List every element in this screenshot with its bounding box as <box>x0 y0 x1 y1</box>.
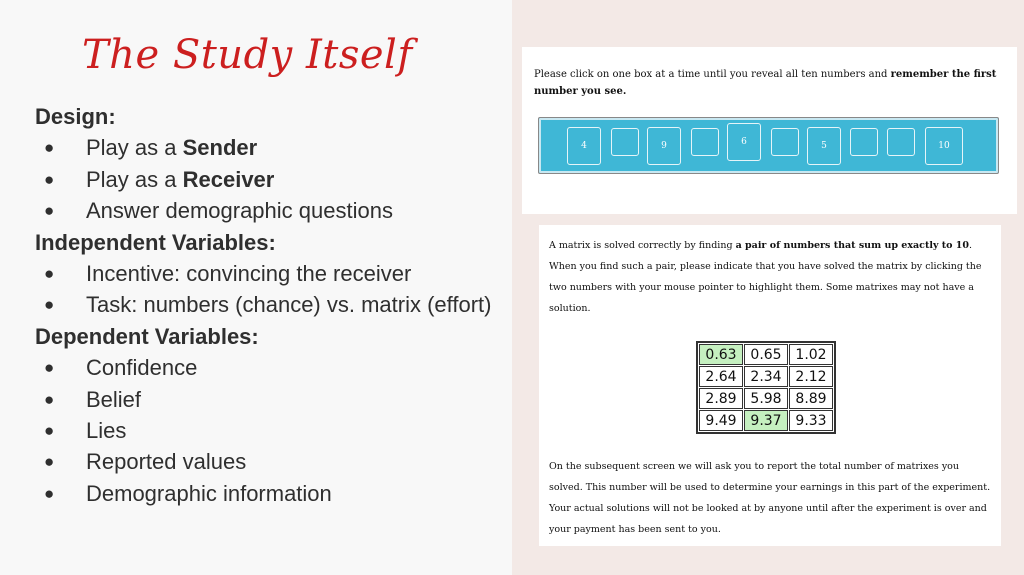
bullet-item <box>35 258 505 289</box>
bullet-text: Answer demographic questions <box>86 198 393 224</box>
section-heading-independent: Independent Variables: <box>35 229 276 255</box>
reveal-box[interactable]: 9 <box>647 127 681 165</box>
reveal-box[interactable] <box>611 128 639 156</box>
bullet-text: Incentive: convincing the receiver <box>86 261 412 287</box>
slide-outline <box>35 101 505 509</box>
number-matrix <box>696 341 836 434</box>
matrix-cell[interactable]: 2.64 <box>699 366 743 387</box>
bullet-item <box>35 289 505 320</box>
bullet-text: Task: numbers (chance) vs. matrix (effort) <box>86 292 492 318</box>
section-heading-design: Design: <box>35 104 116 129</box>
matrix-cell[interactable]: 0.65 <box>744 344 788 365</box>
bullet-text: Belief <box>86 386 142 412</box>
matrix-cell[interactable]: 5.98 <box>744 388 788 409</box>
reveal-box[interactable] <box>691 128 719 156</box>
reveal-box[interactable] <box>771 128 799 156</box>
matrix-report-note: On the subsequent screen we will ask you to report the total number of matrixes you solved. This number will be used to determine your earnings in this part of the experiment. Your actual solutions will not be looked at by anyone until after the experiment is over and your payment has been sent to you. <box>549 461 991 535</box>
bullet-item <box>35 352 505 383</box>
bullet-item <box>35 132 505 163</box>
matrix-cell[interactable]: 9.33 <box>789 410 833 431</box>
bullet-bold: Receiver <box>182 166 275 192</box>
bullet-item <box>35 478 505 509</box>
bullet-item <box>35 195 505 226</box>
instruction-text: Please click on one box at a time until you reveal all ten numbers and <box>534 69 891 80</box>
bullet-text: Lies <box>86 418 127 444</box>
reveal-box[interactable]: 5 <box>807 127 841 165</box>
numbers-task-instruction <box>534 66 1009 100</box>
bullet-text: Demographic information <box>86 480 332 506</box>
matrix-cell[interactable]: 8.89 <box>789 388 833 409</box>
bullet-text: Play as a <box>86 166 183 192</box>
instruction-text: . When you find such a pair, please indicate that you have solved the matrix by clicking the two numbers with your mouse pointer to highlight them. Some matrixes may not have a solution. <box>549 240 982 314</box>
matrix-cell[interactable]: 0.63 <box>699 344 743 365</box>
reveal-box[interactable]: 4 <box>567 127 601 165</box>
bullet-item <box>35 446 505 477</box>
bullet-item <box>35 164 505 195</box>
bullet-text: Confidence <box>86 355 198 381</box>
matrix-instruction <box>549 235 994 319</box>
bullet-text: Reported values <box>86 449 247 475</box>
bullet-item <box>35 384 505 415</box>
reveal-box[interactable] <box>887 128 915 156</box>
bullet-text: Play as a <box>86 135 183 161</box>
instruction-text: A matrix is solved correctly by finding <box>549 240 736 251</box>
bullet-bold: Sender <box>182 135 258 161</box>
reveal-box[interactable] <box>850 128 878 156</box>
bullet-item <box>35 415 505 446</box>
matrix-cell[interactable]: 9.49 <box>699 410 743 431</box>
reveal-box-bar <box>538 117 999 174</box>
instruction-bold: remember the first number you see. <box>534 69 997 97</box>
matrix-cell[interactable]: 1.02 <box>789 344 833 365</box>
slide-title: The Study Itself <box>82 32 413 78</box>
matrix-cell[interactable]: 9.37 <box>744 410 788 431</box>
matrix-task-screenshot <box>539 225 1001 546</box>
instruction-bold: a pair of numbers that sum up exactly to 10 <box>735 240 970 251</box>
matrix-cell[interactable]: 2.34 <box>744 366 788 387</box>
matrix-cell[interactable]: 2.12 <box>789 366 833 387</box>
reveal-box[interactable]: 6 <box>727 123 761 161</box>
numbers-task-screenshot <box>522 47 1017 214</box>
matrix-cell[interactable]: 2.89 <box>699 388 743 409</box>
section-heading-dependent: Dependent Variables: <box>35 323 259 349</box>
reveal-box[interactable]: 10 <box>925 127 963 165</box>
